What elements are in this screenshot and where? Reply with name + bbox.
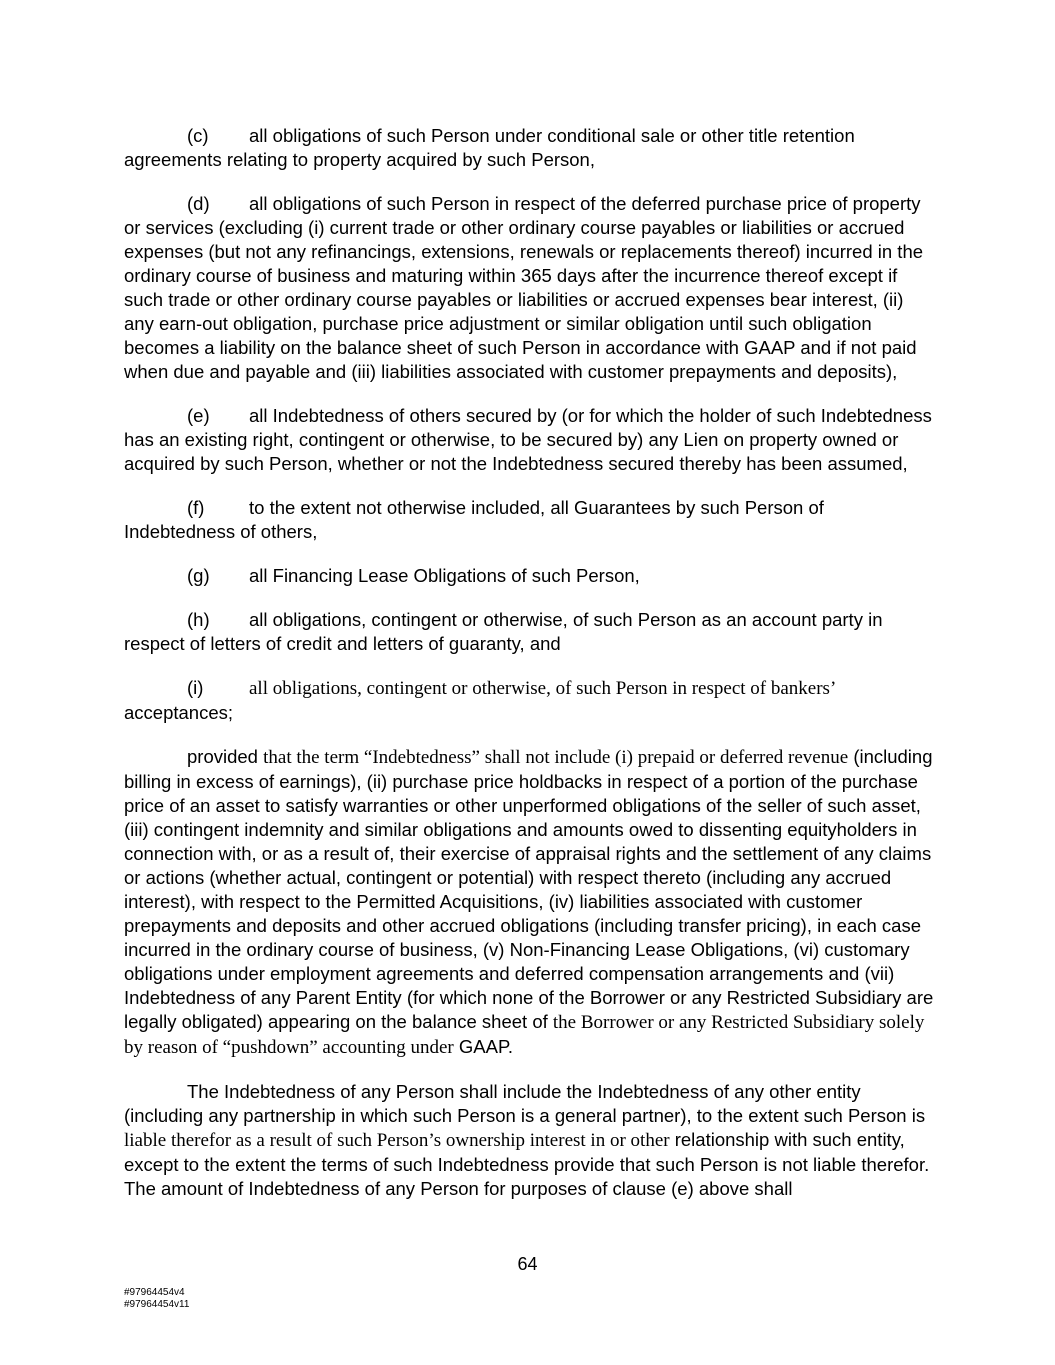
clause-text: all obligations, contingent or otherwise, of such Person in respect of bankers’ (249, 678, 837, 699)
proviso-text-serif-tail: the Borrower or any Restricted Subsidiary solely by reason of “pushdown” accounting under (124, 1012, 925, 1058)
page-number: 64 (517, 1254, 538, 1274)
clause-text: all Financing Lease Obligations of such Person, (249, 565, 640, 586)
clause-label: (i) (187, 677, 204, 698)
proviso-text-main: (including billing in excess of earnings), (ii) purchase price holdbacks in respect of a portion of the purchase price of an asset to satisfy warranties or other unperformed obligations of the seller of such asset, (iii) contingent indemnity and similar obligations and amounts owed to dissenting equityholders in connection with, or as a result of, their exercise of appraisal rights and the settlement of any claims or actions (whether actual, contingent or potential) with respect thereto (including any accrued interest), with respect to the Permitted Acquisitions, (iv) liabilities associated with customer prepayments and deposits and other accrued obligations (including transfer pricing), in each case incurred in the ordinary course of business, (v) Non-Financing Lease Obligations, (vi) customary obligations under employment agreements and deferred compensation arrangements and (vii) Indebtedness of any Parent Entity (for which none of the Borrower or any Restricted Subsidiary are legally obligated) appearing on the balance sheet of (124, 746, 934, 1032)
clause-d (124, 192, 934, 384)
doc-id: #97964454v11 (124, 1299, 190, 1310)
final-text-part1: The Indebtedness of any Person shall include the Indebtedness of any other entity (including any partnership in which such Person is a general partner), to the extent such Person is (124, 1081, 926, 1126)
clause-label: (g) (187, 565, 210, 586)
document-body (124, 124, 934, 1221)
clause-f (124, 496, 934, 544)
final-paragraph (124, 1080, 934, 1201)
clause-e (124, 404, 934, 476)
final-text-part3: relationship with such entity, except to the extent the terms of such Indebtedness provide that such Person is not liable therefor. The amount of Indebtedness of any Person for purposes of clause (e) above shall (124, 1129, 930, 1199)
clause-i (124, 676, 934, 725)
proviso-text-end: GAAP. (458, 1036, 514, 1057)
proviso-text-serif: that the term “Indebtedness” shall not include (i) prepaid or deferred revenue (263, 747, 849, 768)
clause-label: (d) (187, 193, 210, 214)
document-ids (124, 1287, 189, 1311)
clause-text: all Indebtedness of others secured by (or for which the holder of such Indebtedness has an existing right, contingent or otherwise, to be secured by) any Lien on property owned or acquired by such Person, whether or not the Indebtedness secured thereby has been assumed, (124, 405, 932, 474)
proviso-paragraph (124, 745, 934, 1060)
clause-label: (f) (187, 497, 205, 518)
proviso-lead: provided (187, 746, 258, 767)
clause-label: (h) (187, 609, 210, 630)
doc-id: #97964454v4 (124, 1287, 185, 1298)
clause-text: all obligations, contingent or otherwise, of such Person as an account party in respect of letters of credit and letters of guaranty, and (124, 609, 883, 654)
clause-g (124, 564, 934, 588)
clause-label: (e) (187, 405, 210, 426)
clause-h (124, 608, 934, 656)
clause-text: all obligations of such Person in respect of the deferred purchase price of property or services (excluding (i) current trade or other ordinary course payables or liabilities or accrued expenses (but not any refinancings, extensions, renewals or replacements thereof) incurred in the ordinary course of business and maturing within 365 days after the incurrence thereof except if such trade or other ordinary course payables or liabilities or accrued expenses bear interest, (ii) any earn-out obligation, purchase price adjustment or similar obligation until such obligation becomes a liability on the balance sheet of such Person in accordance with GAAP and if not paid when due and payable and (iii) liabilities associated with customer prepayments and deposits), (124, 193, 924, 382)
clause-label: (c) (187, 125, 209, 146)
final-text-part2: liable therefor as a result of such Person’s ownership interest in or other (124, 1130, 670, 1151)
clause-text: all obligations of such Person under conditional sale or other title retention agreements relating to property acquired by such Person, (124, 125, 855, 170)
clause-text: to the extent not otherwise included, all Guarantees by such Person of Indebtedness of others, (124, 497, 824, 542)
clause-text-tail: acceptances; (124, 702, 234, 723)
clause-c (124, 124, 934, 172)
